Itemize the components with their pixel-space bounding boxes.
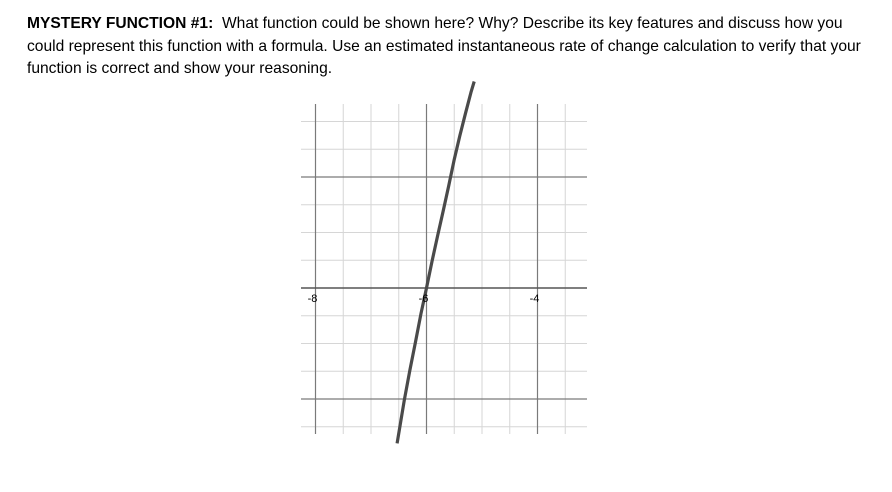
function-curve xyxy=(397,82,474,444)
major-grid xyxy=(301,104,587,434)
x-tick-label: -8 xyxy=(307,293,318,305)
tick-labels xyxy=(308,293,540,305)
x-tick-label: -6 xyxy=(418,293,429,305)
question-heading: MYSTERY FUNCTION #1: xyxy=(27,15,214,32)
minor-grid xyxy=(301,104,587,434)
question-body: What function could be shown here? Why? Describe its key features and discuss how you could represent this function with a formula. Use an estimated instantaneous rate of change calculation to verify that your function is correct and show your reasoning. xyxy=(27,15,861,77)
curve-layer xyxy=(397,82,474,444)
x-tick-label: -4 xyxy=(529,293,540,305)
